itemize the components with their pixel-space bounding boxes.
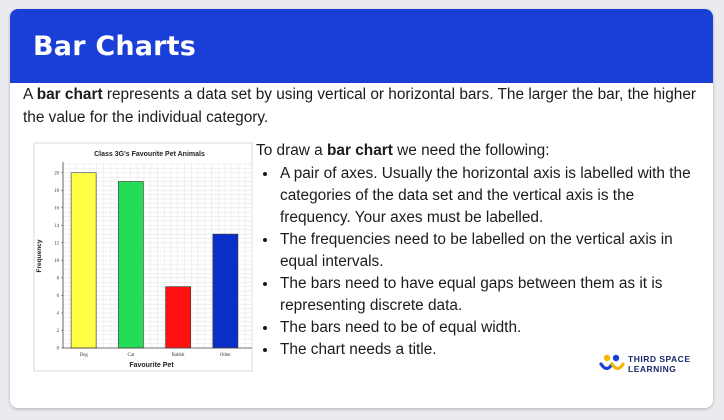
y-tick-label: 10 <box>54 258 59 264</box>
page-title: Bar Charts <box>33 30 197 62</box>
y-axis-label: Frequency <box>36 239 43 273</box>
y-tick-label: 20 <box>54 171 59 177</box>
bar-other <box>213 234 238 348</box>
bar-chart-svg <box>24 136 254 372</box>
list-item: • The bars need to have equal gaps between them as it is representing discrete data. <box>278 273 700 317</box>
lead-bold-term: bar chart <box>327 142 393 159</box>
y-tick-label: 14 <box>54 223 59 229</box>
intro-suffix: represents a data set by using vertical or horizontal bars. The larger the bar, the higher the value for the individual category. <box>23 86 697 126</box>
bar-cat <box>118 182 143 348</box>
lead-suffix: we need the following: <box>392 142 550 159</box>
x-tick-label: Rabbit <box>171 353 185 358</box>
bar-dog <box>71 173 96 348</box>
list-item: • The bars need to be of equal width. <box>278 317 700 339</box>
intro-paragraph <box>23 83 698 129</box>
y-tick-label: 6 <box>56 294 59 300</box>
bar-chart <box>24 136 254 372</box>
y-tick-label: 4 <box>56 311 59 317</box>
list-item: • A pair of axes. Usually the horizontal axis is labelled with the categories of the data set and the vertical axis is the frequency. Your axes must be labelled. <box>278 163 700 229</box>
x-tick-label: Cat <box>127 353 135 358</box>
header-bar <box>10 9 713 83</box>
y-tick-label: 18 <box>54 188 59 194</box>
intro-prefix: A <box>23 86 37 103</box>
list-item: • The chart needs a title. <box>278 339 700 361</box>
logo-line-2: LEARNING <box>628 364 677 374</box>
instructions-lead <box>256 140 700 162</box>
x-axis-label: Favourite Pet <box>129 362 174 369</box>
y-tick-label: 8 <box>56 276 59 282</box>
y-tick-label: 16 <box>54 206 59 212</box>
y-tick-label: 2 <box>56 329 59 335</box>
chart-title: Class 3G's Favourite Pet Animals <box>94 151 205 158</box>
logo-line-1: THIRD SPACE <box>628 354 691 364</box>
instructions <box>256 140 700 361</box>
y-tick-label: 0 <box>56 346 59 352</box>
logo-text <box>628 354 691 374</box>
x-tick-label: Dog <box>79 353 88 358</box>
x-tick-label: Other <box>219 353 231 358</box>
bar-rabbit <box>166 287 191 348</box>
lead-prefix: To draw a <box>256 142 328 159</box>
intro-bold-term: bar chart <box>36 86 103 103</box>
instruction-list <box>256 163 700 361</box>
list-item: • The frequencies need to be labelled on the vertical axis in equal intervals. <box>278 229 700 273</box>
y-tick-label: 12 <box>54 241 59 247</box>
